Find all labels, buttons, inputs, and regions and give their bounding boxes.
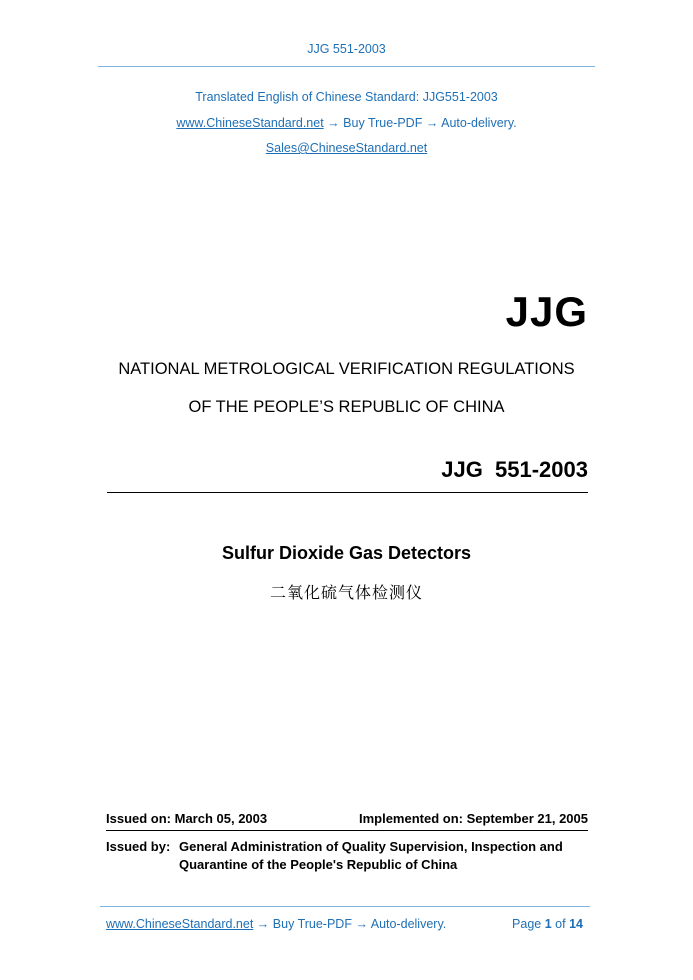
arrow-icon: →: [425, 116, 439, 130]
promo-line: [0, 116, 693, 130]
translation-notice: Translated English of Chinese Standard: JJG551-2003: [195, 90, 498, 104]
standard-divider: [107, 492, 588, 493]
header-standard-code: JJG 551-2003: [307, 42, 386, 56]
issuer-line1: General Administration of Quality Supervision, Inspection and: [179, 839, 563, 854]
sales-line: [0, 141, 693, 155]
issuer-line2: Quarantine of the People's Republic of China: [179, 857, 458, 872]
arrow-icon: →: [355, 917, 368, 931]
arrow-icon: →: [327, 116, 340, 130]
issued-by-label: Issued by:: [106, 839, 171, 854]
jjg-logo: JJG: [505, 288, 588, 335]
issue-divider: [106, 830, 588, 831]
regulation-title-line2: OF THE PEOPLE’S REPUBLIC OF CHINA: [188, 398, 505, 416]
footer-promo: [106, 917, 446, 931]
footer-buy-text: Buy True-PDF: [272, 917, 352, 931]
sales-email-link[interactable]: Sales@ChineseStandard.net: [265, 141, 428, 155]
regulation-title-line1: NATIONAL METROLOGICAL VERIFICATION REGULATIONS: [118, 360, 575, 378]
footer-divider: [100, 906, 590, 907]
document-title: Sulfur Dioxide Gas Detectors: [221, 543, 472, 563]
footer-site-link[interactable]: www.ChineseStandard.net: [106, 917, 254, 931]
implemented-on-date: Implemented on: September 21, 2005: [358, 811, 588, 826]
delivery-text: Auto-delivery.: [441, 116, 517, 130]
page-current: 1: [544, 917, 552, 931]
buy-text: Buy True-PDF: [343, 116, 423, 130]
arrow-icon: →: [256, 917, 270, 931]
page-indicator: [512, 917, 583, 931]
site-link[interactable]: www.ChineseStandard.net: [176, 116, 324, 130]
header-divider: [98, 66, 595, 67]
page-total: 14: [569, 917, 583, 931]
standard-number: JJG 551-2003: [441, 457, 588, 482]
footer-delivery-text: Auto-delivery.: [370, 917, 447, 931]
page-of: of: [555, 917, 566, 931]
document-title-chinese: 二氧化硫气体检测仪: [269, 583, 423, 602]
issued-on-date: Issued on: March 05, 2003: [106, 811, 268, 826]
page-label: Page: [512, 917, 542, 931]
